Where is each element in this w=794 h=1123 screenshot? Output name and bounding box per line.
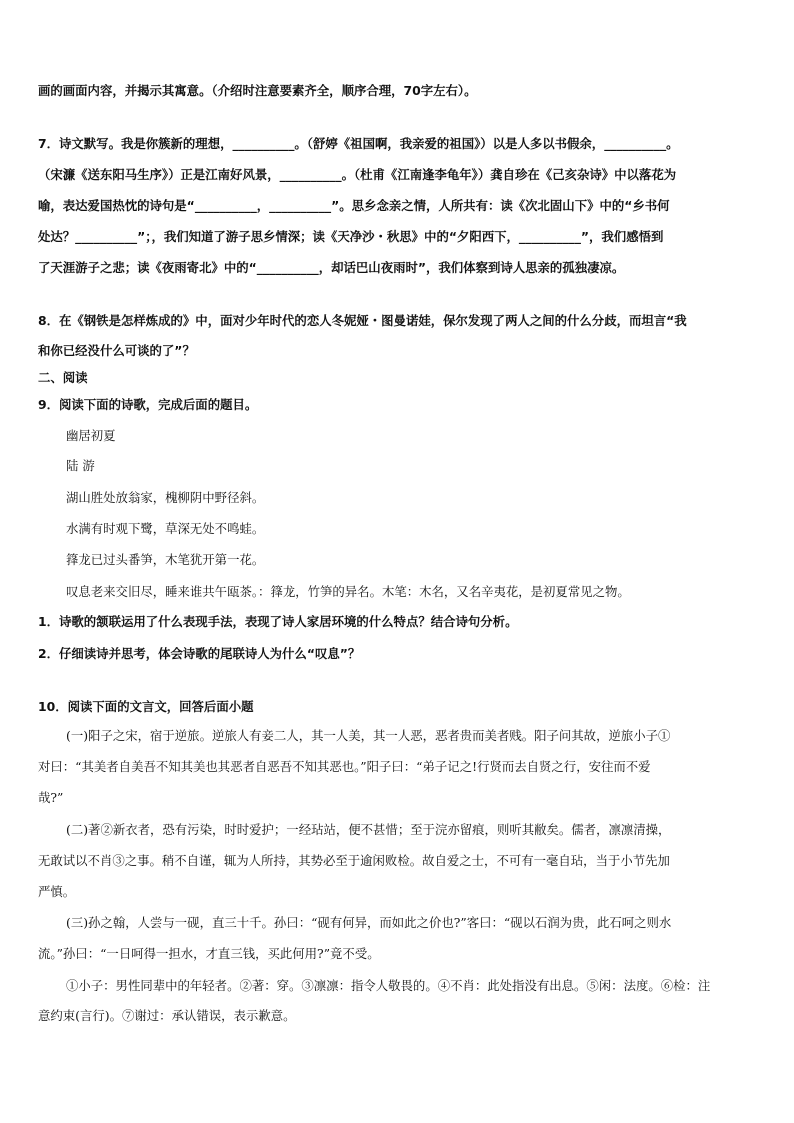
poem-line: 湖山胜处放翁家，槐柳阴中野径斜。 [66, 490, 265, 505]
question-6-tail: 画的画面内容，并揭示其寓意。（介绍时注意要素齐全，顺序合理，70字左右）。 [38, 83, 477, 98]
passage-3-line: (三)孙之翰，人尝与一砚，直三十千。孙曰：“砚有何异，而如此之价也?”客曰：“砚以石润为贵，此石呵之则水 [66, 915, 672, 930]
passage-2-line: 严慎。 [38, 884, 76, 899]
passage-2-line: (二)著②新衣者，恐有污染，时时爱护；一经玷站，便不甚惜；至于浣亦留痕，则听其敝矣。儒者，凛凛清操， [66, 822, 671, 837]
question-7-line: （宋濂《送东阳马生序》）正是江南好风景，__________。（杜甫《江南逢李龟年》）龚自珍在《己亥杂诗》中以落花为 [38, 167, 677, 182]
poem-author: 陆 游 [66, 458, 95, 473]
passage-1-line: 对曰：“其美者自美吾不知其美也其恶者自恶吾不知其恶也。”阳子曰：“弟子记之!行贤而去自贤之行，安往而不爱 [38, 759, 651, 774]
question-9-prompt: 9．阅读下面的诗歌，完成后面的题目。 [38, 397, 258, 412]
passage-1-line: (一)阳子之宋，宿于逆旅。逆旅人有妾二人，其一人美，其一人恶，恶者贵而美者贱。阳子问其故，逆旅小子① [66, 728, 671, 743]
question-9-sub-1: 1．诗歌的颔联运用了什么表现手法，表现了诗人家居环境的什么特点？结合诗句分析。 [38, 614, 518, 629]
annotation-line: ①小子：男性同辈中的年轻者。②著：穿。③凛凛：指令人敬畏的。④不肖：此处指没有出息。⑤闲：法度。⑥检：注 [66, 978, 711, 993]
passage-3-line: 流。”孙曰：“一日呵得一担水，才直三钱，买此何用?”竟不受。 [38, 946, 380, 961]
section-heading: 二、阅读 [38, 370, 88, 385]
question-9-sub-2: 2．仔细读诗并思考，体会诗歌的尾联诗人为什么“叹息”？ [38, 646, 361, 661]
question-7-line: 了天涯游子之悲；读《夜雨寄北》中的“__________，却话巴山夜雨时”，我们体察到诗人思亲的孤独凄凉。 [38, 260, 625, 275]
question-7-line: 处达？__________”；，我们知道了游子思乡情深；读《天净沙・秋思》中的“夕阳西下，__________”，我们感悟到 [38, 229, 664, 244]
poem-line: 水满有时观下鹭，草深无处不鸣蛙。 [66, 521, 265, 536]
passage-1-line: 哉?” [38, 790, 64, 805]
question-7-line: 7．诗文默写。我是你簇新的理想，__________。（舒婷《祖国啊，我亲爱的祖国》）以是人多以书假余，__________。 [38, 136, 679, 151]
question-7-line: 喻，表达爱国热忱的诗句是“__________，__________”。思乡念亲之情，人所共有：读《次北固山下》中的“乡书何 [38, 198, 670, 213]
question-10-prompt: 10．阅读下面的文言文，回答后面小题 [38, 699, 254, 714]
question-8-line: 和你已经没什么可谈的了”？ [38, 343, 195, 358]
passage-2-line: 无敢试以不肖③之事。稍不自谨，辄为人所持，其势必至于逾闲败检。故自爱之士，不可有一毫自玷，当于小节先加 [38, 853, 670, 868]
annotation-line: 意约束(言行)。⑦谢过：承认错误，表示歉意。 [38, 1008, 296, 1023]
question-8-line: 8．在《钢铁是怎样炼成的》中，面对少年时代的恋人冬妮娅・图曼诺娃，保尔发现了两人之间的什么分歧，而坦言“我 [38, 313, 687, 328]
poem-title: 幽居初夏 [66, 428, 116, 443]
poem-line: 箨龙已过头番笋，木笔犹开第一花。 [66, 552, 265, 567]
poem-line-with-note: 叹息老来交旧尽，睡来谁共午瓯茶。：箨龙，竹笋的异名。木笔：木名，又名辛夷花，是初夏常见之物。 [66, 584, 630, 599]
